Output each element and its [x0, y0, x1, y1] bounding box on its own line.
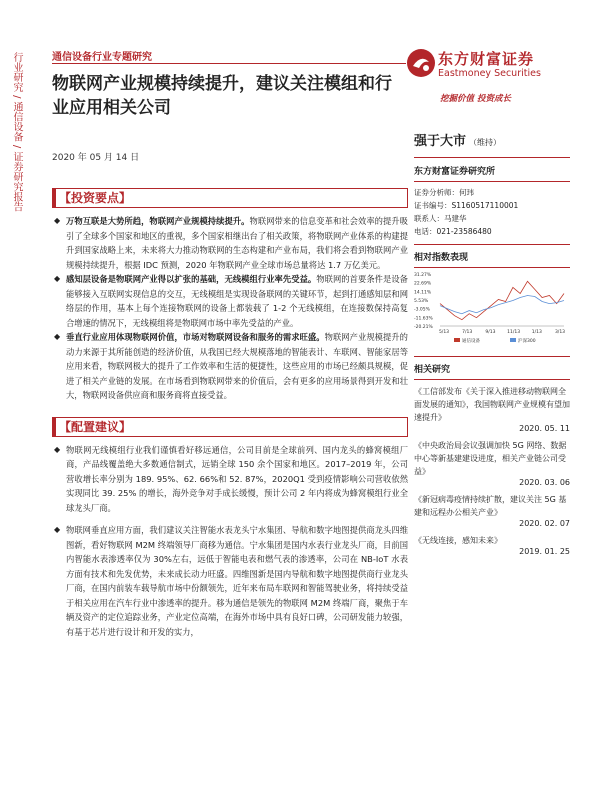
- invest-section: [52, 188, 408, 639]
- analyst-name: 证券分析师：何玮: [414, 188, 474, 197]
- invest-para-lead: 万物互联是大势所趋，物联网产业规模持续提升。: [66, 216, 250, 226]
- related-item-date: 2020. 03. 06: [519, 478, 570, 487]
- x-tick-label: 5/13: [438, 330, 450, 335]
- rating-divider: [414, 157, 570, 158]
- related-divider: [414, 379, 570, 380]
- logo-mark-icon: [406, 48, 436, 78]
- related-item[interactable]: [414, 385, 570, 433]
- invest-para: [52, 272, 408, 330]
- x-tick-label: 11/13: [507, 330, 521, 335]
- diamond-bullet-icon: ◆: [54, 332, 61, 341]
- y-tick-label: 31.27%: [414, 273, 432, 278]
- rating-note: （维持）: [469, 138, 502, 147]
- contact-name: 联系人：马建华: [414, 214, 467, 223]
- y-tick-label: -11.63%: [414, 316, 433, 322]
- series-line: [440, 281, 564, 319]
- legend-swatch: [454, 338, 460, 342]
- config-para: [52, 523, 408, 639]
- invest-para-lead: 垂直行业应用体现物联网价值，市场对物联网设备和服务的需求旺盛。: [66, 332, 325, 342]
- invest-para-body: 物联网带来的信息变革和社会效率的提升吸引了全球多个国家和地区的重视，多个国家相继出台了相关政策，将物联网产业体系的构建提升到国家战略上来，未来将大力推动物联网的生态构建和产业布局，我们将会看到物联网产业规模持续提升，根据 IDC 预测，2020 年物联网产业全球市场总量将达 1.7 万亿美元。: [66, 216, 408, 270]
- diamond-bullet-icon: ◆: [54, 216, 61, 225]
- related-item-title[interactable]: 《新冠病毒疫情持续扩散，建议关注 5G 基建和远程办公相关产业》: [414, 495, 567, 517]
- diamond-bullet-icon: ◆: [54, 525, 61, 534]
- related-item[interactable]: [414, 493, 570, 528]
- x-tick-label: 9/13: [485, 330, 496, 335]
- rating-label: 强于大市: [414, 134, 467, 149]
- config-para-body: 物联网无线模组行业我们谨慎看好移远通信，公司目前是全球前列、国内龙头的蜂窝模组厂商，产品线覆盖绝大多数通信制式，远销全球 150 余个国家和地区。2017–2019 年，公司营收增长率分别为 189. 95%、62. 66%和 52. 87%，2020Q1 受到疫情影响公司营收依然实现同比 39. 25% 的增长，海外竞争对手成长缓慢，预计公司 2 年内将成为蜂窝模组行业全球龙头厂商。: [66, 444, 408, 513]
- diamond-bullet-icon: ◆: [54, 274, 61, 283]
- related-title: 相关研究: [414, 365, 451, 375]
- invest-title: 【投资要点】: [52, 188, 408, 208]
- related-item-title[interactable]: 《无线连接，感知未来》: [414, 536, 502, 545]
- page-title: 物联网产业规模持续提升，建议关注模组和行业应用相关公司: [52, 74, 392, 118]
- sidebar-category: 行业研究 / 通信设备 / 证券研究报告: [11, 52, 22, 212]
- config-para-body: 物联网垂直应用方面，我们建议关注智能水表龙头宁水集团、导航和数字地图提供商龙头四维图新，看好物联网 M2M 终端领导厂商移为通信。宁水集团是国内水表行业龙头厂商，目前国内智能水表渗透率仅为 30%左右，远低于智能电表和燃气表的渗透率，公司在 NB-IoT 水表方面有技术和先发优势，未来成长动力旺盛。四维图新是国内导航和数字地图提供商行业龙头厂商，在国内前装车载导航市场中份额领先，近年来布局车联网和智能驾驶业务，将持续受益于相关应用在汽车行业中渗透率的提升。移为通信是领先的物联网 M2M 终端厂商，聚焦于车辆及资产的定位追踪业务，产业定位高端，在海外市场中具有良好口碑，公司研发能力较强，有基于芯片进行设计和开发的实力，: [66, 525, 408, 637]
- y-tick-label: 5.53%: [414, 299, 429, 304]
- related-item-title[interactable]: 《中央政治局会议强调加快 5G 网络、数据中心等新基建建设进度，相关产业链公司受益》: [414, 441, 567, 476]
- y-tick-label: 22.69%: [414, 281, 432, 287]
- right-column: [414, 120, 570, 556]
- related-item-date: 2019. 01. 25: [519, 547, 570, 556]
- index-chart-svg: [414, 268, 570, 348]
- related-item[interactable]: [414, 439, 570, 487]
- y-tick-label: -20.21%: [414, 325, 433, 330]
- legend-label: 沪深300: [518, 339, 536, 344]
- related-item[interactable]: [414, 534, 570, 556]
- invest-para: [52, 214, 408, 272]
- contact-phone: 电话：021-23586480: [414, 227, 492, 236]
- invest-para-body: 物联网的首要条件是设备能够接入互联网实现信息的交互，无线模组是实现设备联网的关键环节，起到打通感知层和网络层的作用，基本上每个连接物联网的设备上都装载了 1-2 个无线模组，在连接数保持高复合增速的情况下，无线模组将是物联网市场中率先受益的产业。: [66, 274, 408, 328]
- related-item-date: 2020. 05. 11: [519, 424, 570, 433]
- x-tick-label: 3/13: [554, 330, 566, 335]
- index-chart: [414, 268, 570, 348]
- brand-name-zh: 东方财富证券: [438, 50, 535, 68]
- brand-name-en: Eastmoney Securities: [438, 68, 541, 79]
- related-list: [414, 385, 570, 556]
- chart-title: 相对指数表现: [414, 253, 469, 263]
- y-tick-label: -3.05%: [414, 307, 430, 313]
- report-type: 通信设备行业专题研究: [52, 52, 152, 63]
- report-date: 2020 年 05 月 14 日: [52, 153, 140, 163]
- y-tick-label: 14.11%: [414, 290, 432, 296]
- diamond-bullet-icon: ◆: [54, 444, 61, 454]
- header-divider: [52, 63, 406, 64]
- legend-swatch: [510, 338, 516, 342]
- chart-divider: [414, 244, 570, 245]
- x-tick-label: 7/13: [462, 330, 473, 335]
- invest-para: [52, 330, 408, 403]
- config-para: [52, 443, 408, 516]
- related-item-title[interactable]: 《工信部发布《关于深入推进移动物联网全面发展的通知》，我国物联网产业规模有望加速提升》: [414, 387, 570, 422]
- institute-divider: [414, 181, 570, 182]
- rating: [414, 130, 570, 149]
- legend-label: 通信设备: [462, 339, 480, 344]
- related-top-divider: [414, 356, 570, 357]
- config-title: 【配置建议】: [52, 417, 408, 437]
- x-tick-label: 1/13: [531, 330, 542, 335]
- institute-title: 东方财富证券研究所: [414, 167, 496, 177]
- invest-para-lead: 感知层设备是物联网产业得以扩张的基础，无线模组行业率先受益。: [66, 274, 317, 284]
- cert-number: 证书编号：S1160517110001: [414, 201, 519, 210]
- brand-slogan: 挖掘价值 投资成长: [440, 94, 511, 104]
- brand-logo: [404, 44, 564, 90]
- related-item-date: 2020. 02. 07: [519, 519, 570, 528]
- series-line: [440, 296, 564, 314]
- invest-para-body: 物联网产业规模提升的动力来源于其所能创造的经济价值，从我国已经大规模落地的智能表计、车联网、智能家居等应用来看，物联网极大的提升了工作效率和生活的便捷性，这些应用的市场已经颇具规模，促进了相关产业链的发展。在市场看到物联网带来的价值后，会有更多的应用场景得到开发和壮大，物联网设备供应商和服务商将直接受益。: [66, 332, 408, 400]
